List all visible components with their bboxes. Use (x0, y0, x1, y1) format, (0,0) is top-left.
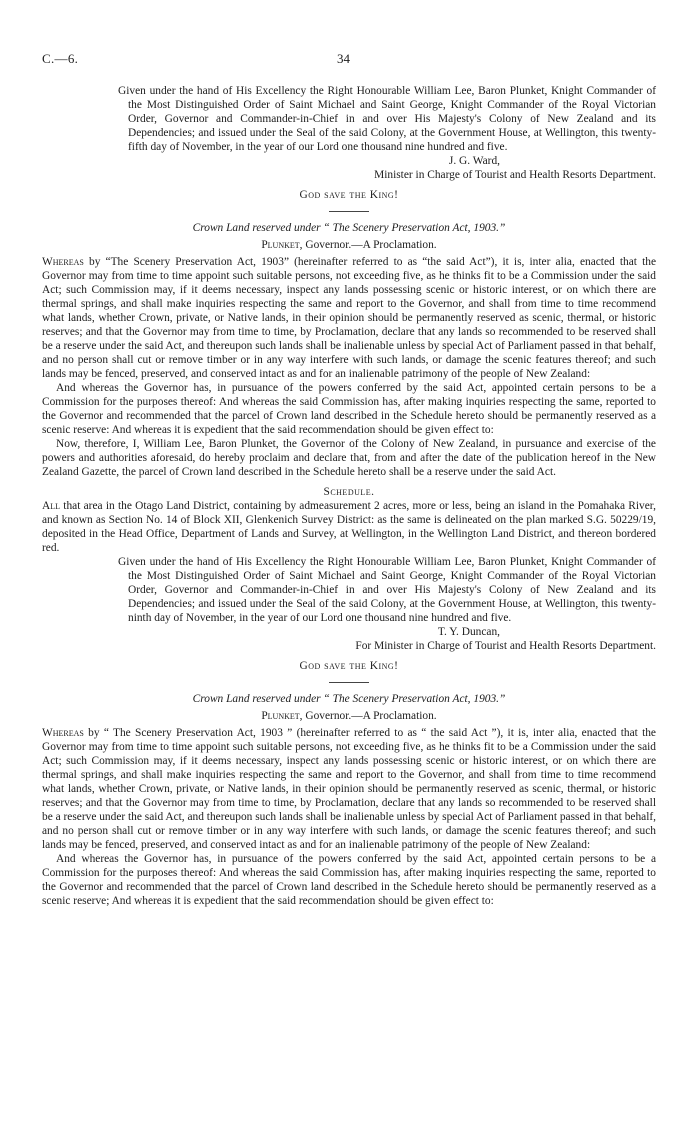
section-divider-2 (329, 682, 369, 683)
document-body (42, 84, 656, 908)
signatory-name-2: T. Y. Duncan, (437, 626, 500, 638)
schedule-text-1: that area in the Otago Land District, containing by admeasurement 2 acres, more or less, being an island in the Pomahaka River, and known as Section No. 14 of Block XII, Glenkenich Survey District: as the same is delineated on the plan marked S.G. 50229/19, deposited in the Head Office, Department of Lands and Survey, at Wellington, in the Wellington Land District, and thereon bordered red. (42, 500, 656, 554)
schedule-lead-1: All (42, 500, 60, 512)
proclamation-title-1: Crown Land reserved under “ The Scenery Preservation Act, 1903.” (192, 222, 506, 234)
given-under-hand-2: Given under the hand of His Excellency the Right Honourable William Lee, Baron Plunket, Knight Commander of the Most Distinguished Order of Saint Michael and Saint George, Knight Commander of the Royal Victorian Order, Governor and Commander-in-Chief in and over His Majesty's Colony of New Zealand and its Dependencies; and issued under the Seal of the said Colony, at the Government House, at Wellington, this twenty-ninth day of November, in the year of our Lord one thousand nine hundred and five. (118, 556, 656, 624)
section-divider-1 (329, 211, 369, 212)
proclamation-label-2: Governor.—A Proclamation. (302, 710, 437, 722)
whereas-text-2: by “ The Scenery Preservation Act, 1903 ” (hereinafter referred to as “ the said Act ”), it is, inter alia, enacted that the Governor may from time to time appoint such suitable persons, not exceeding five, as he thinks fit to be a Commission under the said Act; such Commission may, if it deems necessary, inspect any lands possessing scenic or historic interest, or on which there are thermal springs, and shall make inquiries respecting the same and report to the Governor, and shall from time to time recommend what lands, whether Crown, private, or Native lands, in their opinion should be permanently reserved as scenic, thermal, or historic reserves; and that the Governor may from time to time, by Proclamation, declare that any lands so recommended to be reserved shall be a reserve under the said Act, and thereupon such lands shall be inalienable unless by special Act of Parliament passed in that behalf, and no person shall cut or remove timber or in any way interfere with such lands, or damage the scenic features thereof; and such lands may be fenced, preserved, and conserved intact as and for an inalienable patrimony of the people of New Zealand: (42, 727, 656, 851)
whereas-paragraph-1 (42, 255, 656, 381)
whereas-text-1: by “The Scenery Preservation Act, 1903” (hereinafter referred to as “the said Act”), it is, inter alia, enacted that the Governor may from time to time appoint such suitable persons, not exceeding five, as he thinks fit to be a Commission under the said Act; such Commission may, if it deems necessary, inspect any lands possessing scenic or historic interest, or on which there are thermal springs, and shall make inquiries respecting the same and report to the Governor, and shall from time to time recommend what lands, whether Crown, private, or Native lands, in their opinion should be permanently reserved as scenic, thermal, or historic reserves; and that the Governor may from time to time, by Proclamation, declare that any lands so recommended to be reserved shall be a reserve under the said Act, and thereupon such lands shall be inalienable unless by special Act of Parliament passed in that behalf, and no person shall cut or remove timber or in any way interfere with such lands, or damage the scenic features thereof; and such lands may be fenced, preserved, and conserved intact as and for an inalienable patrimony of the people of New Zealand: (42, 256, 656, 380)
signatory-title-2: For Minister in Charge of Tourist and Health Resorts Department. (355, 640, 656, 652)
schedule-paragraph-1 (42, 499, 656, 555)
proclamation-subtitle-2 (42, 709, 656, 723)
signatory-title-1: Minister in Charge of Tourist and Health Resorts Department. (374, 169, 656, 181)
governor-name-1: Plunket, (261, 239, 303, 251)
governor-name-2: Plunket, (261, 710, 303, 722)
whereas-lead-2: Whereas (42, 727, 84, 739)
page-number: 34 (337, 51, 350, 66)
document-code: C.—6. (42, 51, 79, 66)
signatory-name-1: J. G. Ward, (448, 155, 500, 167)
whereas-paragraph-2 (42, 726, 656, 852)
proclamation-label-1: Governor.—A Proclamation. (302, 239, 437, 251)
god-save-the-king-1: God save the King! (299, 189, 399, 201)
and-whereas-paragraph-1: And whereas the Governor has, in pursuance of the powers conferred by the said Act, appointed certain persons to be a Commission for the purposes thereof: And whereas the said Commission has, after making inquiries respecting the same, reported to the Governor and recommended that the parcel of Crown land described in the Schedule hereto should be permanently reserved as a scenic reserve: And whereas it is expedient that the said recommendation should be given effect to: (42, 382, 656, 436)
proclamation-title-2: Crown Land reserved under “ The Scenery Preservation Act, 1903.” (192, 693, 506, 705)
proclamation-subtitle-1 (42, 238, 656, 252)
god-save-the-king-2: God save the King! (299, 660, 399, 672)
whereas-lead-1: Whereas (42, 256, 84, 268)
and-whereas-paragraph-2: And whereas the Governor has, in pursuance of the powers conferred by the said Act, appointed certain persons to be a Commission for the purposes thereof: And whereas the said Commission has, after making inquiries respecting the same, reported to the Governor and recommended that the parcel of Crown land described in the Schedule hereto should be permanently reserved as a scenic reserve; And whereas it is expedient that the said recommendation should be given effect to: (42, 853, 656, 907)
given-under-hand-1: Given under the hand of His Excellency the Right Honourable William Lee, Baron Plunket, Knight Commander of the Most Distinguished Order of Saint Michael and Saint George, Knight Commander of the Royal Victorian Order, Governor and Commander-in-Chief in and over His Majesty's Colony of New Zealand and its Dependencies; and issued under the Seal of the said Colony, at the Government House, at Wellington, this twenty-fifth day of November, in the year of our Lord one thousand nine hundred and five. (118, 85, 656, 153)
now-therefore-paragraph-1: Now, therefore, I, William Lee, Baron Plunket, the Governor of the Colony of New Zealand, in pursuance and exercise of the powers and authorities aforesaid, do hereby proclaim and declare that, from and after the date of the publication hereof in the New Zealand Gazette, the parcel of Crown land described in the Schedule hereto shall be a reserve under the said Act. (42, 438, 656, 478)
schedule-heading-1: Schedule. (323, 486, 375, 498)
